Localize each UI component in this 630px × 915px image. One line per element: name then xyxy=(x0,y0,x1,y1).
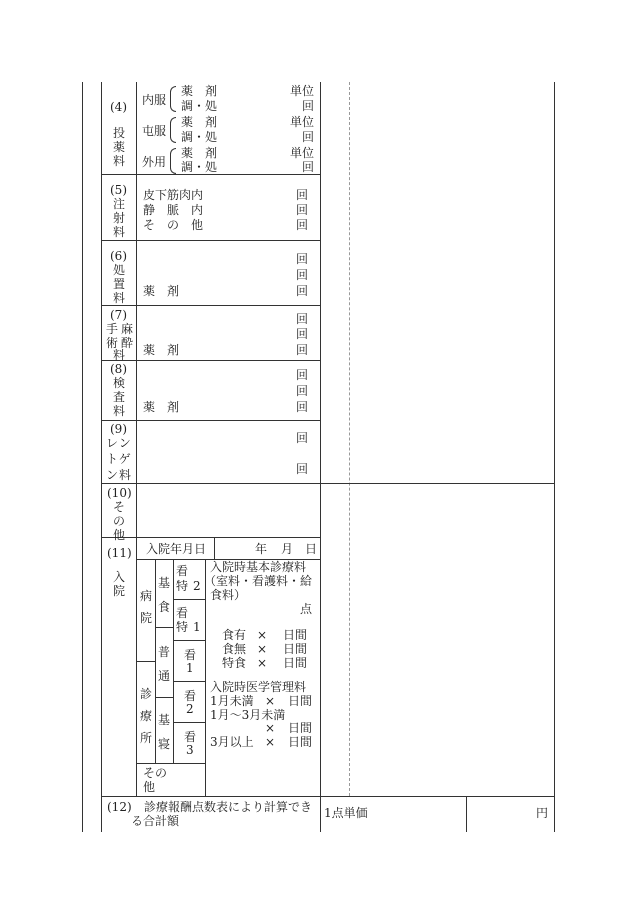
exam-drug-label: 薬 剤 xyxy=(143,400,180,414)
futsu-label: 普通 xyxy=(157,645,170,683)
section-4-name: 投薬料 xyxy=(112,126,125,168)
meal-special-unit: 日間 xyxy=(283,656,308,670)
gaiyo-drug-unit: 単位 xyxy=(289,146,314,160)
section-6-name: 処置料 xyxy=(112,263,125,305)
mgmt-1m-3m-label: 1月～3月未満 xyxy=(210,708,286,722)
unit-price-label: 1点単価 xyxy=(324,806,368,820)
left-margin-line xyxy=(82,82,83,832)
injection-other-unit: 回 xyxy=(295,218,308,232)
mgmt-1m-3m-unit: 日間 xyxy=(288,721,313,735)
hospital-clinic-divider xyxy=(136,661,155,662)
section-10-name: その他 xyxy=(112,500,125,542)
injection-intravenous-label: 静 脈 内 xyxy=(143,203,204,217)
mgmt-under-1m-x: × xyxy=(265,694,276,708)
yen-unit: 円 xyxy=(535,806,548,820)
treatment-unit-2: 回 xyxy=(295,268,308,282)
surgery-unit-2: 回 xyxy=(295,327,308,341)
admission-date-label: 入院年月日 xyxy=(146,542,207,556)
gaiyo-dispense-unit: 回 xyxy=(301,160,314,174)
row-separator-10 xyxy=(101,537,320,538)
kan-toku2-toku: 特 xyxy=(176,579,189,593)
admission-month-label: 月 xyxy=(281,542,294,556)
inpatient-grid-bottom xyxy=(136,763,205,764)
kan2-kan: 看 xyxy=(184,689,197,703)
kishin-label: 基寝 xyxy=(157,713,170,751)
meal-no-x: × xyxy=(257,642,268,656)
meal-special-x: × xyxy=(257,656,268,670)
section-10-number: (10) xyxy=(107,486,132,500)
gaiyo-brace xyxy=(170,148,176,174)
mgmt-over-3m-unit: 日間 xyxy=(288,735,313,749)
section-9-name-line2: トゲ xyxy=(106,452,132,466)
tonpuku-drug-unit: 単位 xyxy=(289,115,314,129)
kan-toku2-kan: 看 xyxy=(176,564,189,578)
kan-divider-3 xyxy=(173,681,205,682)
injection-other-label: そ の 他 xyxy=(143,218,204,232)
kan-divider-4 xyxy=(173,722,205,723)
admission-year-label: 年 xyxy=(255,542,268,556)
section-7-name-anesthesia: 麻酔 xyxy=(120,322,133,350)
gaiyo-label: 外用 xyxy=(142,155,167,169)
naifuku-dispense-unit: 回 xyxy=(301,99,314,113)
surgery-unit-3: 回 xyxy=(295,343,308,357)
basic-fee-title-1: 入院時基本診療料 xyxy=(210,560,307,574)
form-right-border xyxy=(554,82,555,832)
treatment-drug-label: 薬 剤 xyxy=(143,284,180,298)
section-7-name-fee: 料 xyxy=(112,348,125,362)
kan3-num: 3 xyxy=(186,743,194,757)
kan-divider-2 xyxy=(173,640,205,641)
section-6-number: (6) xyxy=(110,249,127,263)
injection-subcutaneous-unit: 回 xyxy=(295,188,308,202)
meal-no-label: 食無 xyxy=(222,642,247,656)
kan2-num: 2 xyxy=(186,702,194,716)
meal-yes-x: × xyxy=(257,628,268,642)
exam-unit-1: 回 xyxy=(295,368,308,382)
row-separator-9 xyxy=(101,483,554,484)
inpatient-col-1 xyxy=(155,559,156,763)
row-separator-8 xyxy=(101,420,320,421)
basic-fee-title-3: 食料） xyxy=(210,588,247,602)
section-9-name-line1: レン xyxy=(106,436,132,450)
treatment-unit-1: 回 xyxy=(295,252,308,266)
inpatient-other-label: その他 xyxy=(143,766,168,794)
exam-unit-2: 回 xyxy=(295,384,308,398)
section-9-name-line3: ン料 xyxy=(106,468,133,482)
kishoku-futsu-divider xyxy=(155,627,173,628)
kan-toku1-toku: 特 xyxy=(176,620,189,634)
surgery-unit-1: 回 xyxy=(295,312,308,326)
tonpuku-brace xyxy=(170,117,176,143)
section-8-number: (8) xyxy=(110,362,127,376)
tonpuku-drug-label: 薬 剤 xyxy=(181,115,218,129)
row-separator-11 xyxy=(101,796,554,797)
naifuku-drug-unit: 単位 xyxy=(289,84,314,98)
form-left-border xyxy=(101,82,102,832)
total-amount-text-2: る合計額 xyxy=(131,814,180,828)
meal-yes-label: 食有 xyxy=(222,628,247,642)
section-8-name: 検査料 xyxy=(112,376,125,418)
admission-date-divider xyxy=(214,537,215,559)
section-11-name: 入院 xyxy=(112,570,125,598)
tonpuku-label: 屯服 xyxy=(142,124,167,138)
section-4-number: (4) xyxy=(110,100,127,114)
management-fee-title: 入院時医学管理料 xyxy=(210,680,307,694)
gaiyo-dispense-label: 調・処 xyxy=(181,160,218,174)
meal-special-label: 特食 xyxy=(222,656,247,670)
dashed-divider xyxy=(349,82,350,796)
exam-unit-3: 回 xyxy=(295,400,308,414)
kan-toku1-num: 1 xyxy=(193,620,201,634)
admission-day-label: 日 xyxy=(305,542,318,556)
mgmt-1m-3m-x: × xyxy=(265,721,276,735)
hospital-label: 病院 xyxy=(139,589,152,625)
section-5-number: (5) xyxy=(110,183,127,197)
total-amount-text-1: 診療報酬点数表により計算でき xyxy=(144,800,313,814)
meal-yes-unit: 日間 xyxy=(283,628,308,642)
content-column-border xyxy=(320,82,321,832)
unit-price-divider xyxy=(466,796,467,832)
meal-no-unit: 日間 xyxy=(283,642,308,656)
basic-fee-points: 点 xyxy=(299,602,312,616)
gaiyo-drug-label: 薬 剤 xyxy=(181,146,218,160)
row-separator-5 xyxy=(101,240,320,241)
mgmt-over-3m-label: 3月以上 xyxy=(210,735,254,749)
section-11-number: (11) xyxy=(107,546,132,560)
kishoku-label: 基食 xyxy=(157,576,170,614)
label-column-border xyxy=(136,82,137,796)
treatment-unit-3: 回 xyxy=(295,284,308,298)
row-separator-4 xyxy=(101,174,320,175)
kan1-kan: 看 xyxy=(184,648,197,662)
surgery-drug-label: 薬 剤 xyxy=(143,343,180,357)
futsu-kishin-divider xyxy=(155,697,173,698)
injection-intravenous-unit: 回 xyxy=(295,203,308,217)
mgmt-under-1m-unit: 日間 xyxy=(288,694,313,708)
xray-unit-1: 回 xyxy=(295,431,308,445)
naifuku-dispense-label: 調・処 xyxy=(181,99,218,113)
inpatient-col-2 xyxy=(173,559,174,763)
kan-toku1-kan: 看 xyxy=(176,606,189,620)
kan-divider-1 xyxy=(173,599,205,600)
section-12-number: (12) xyxy=(107,800,132,814)
naifuku-label: 内服 xyxy=(142,93,167,107)
section-7-number: (7) xyxy=(110,308,127,322)
section-7-name-surgery: 手術 xyxy=(105,322,118,350)
xray-unit-2: 回 xyxy=(295,462,308,476)
tonpuku-dispense-label: 調・処 xyxy=(181,130,218,144)
kan3-kan: 看 xyxy=(184,730,197,744)
naifuku-drug-label: 薬 剤 xyxy=(181,84,218,98)
row-separator-7 xyxy=(101,360,320,361)
mgmt-under-1m-label: 1月未満 xyxy=(210,694,254,708)
mgmt-over-3m-x: × xyxy=(265,735,276,749)
section-9-number: (9) xyxy=(110,422,127,436)
kan1-num: 1 xyxy=(186,661,194,675)
tonpuku-dispense-unit: 回 xyxy=(301,130,314,144)
basic-fee-title-2: （室料・看護料・給 xyxy=(204,574,313,588)
injection-subcutaneous-label: 皮下筋肉内 xyxy=(143,188,204,202)
naifuku-brace xyxy=(170,86,176,112)
clinic-label: 診療所 xyxy=(139,687,152,745)
kan-toku2-num: 2 xyxy=(193,579,201,593)
section-5-name: 注射料 xyxy=(112,197,125,239)
row-separator-6 xyxy=(101,305,320,306)
inpatient-col-3 xyxy=(205,559,206,796)
